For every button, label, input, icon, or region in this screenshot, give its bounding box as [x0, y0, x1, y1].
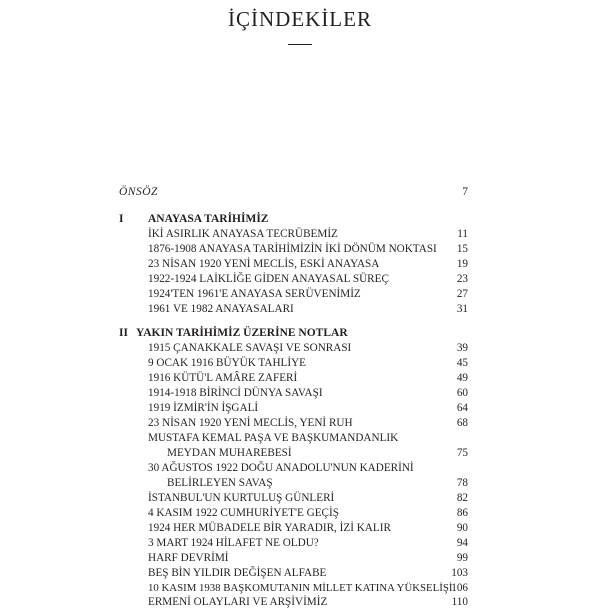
toc-entry-title: BEŞ BİN YILDIR DEĞİŞEN ALFABE — [148, 567, 327, 579]
toc-foreword-label: ÖNSÖZ — [119, 186, 158, 198]
title-divider — [288, 44, 312, 45]
toc-entry-page: 27 — [456, 288, 468, 300]
toc-entry-title: 1961 VE 1982 ANAYASALARI — [148, 303, 294, 315]
toc-entry-page: 103 — [451, 567, 468, 579]
toc-entry-title: 1916 KÜTÜ'L AMÂRE ZAFERİ — [148, 372, 298, 384]
toc-entry-title: 1924'TEN 1961'E ANAYASA SERÜVENİMİZ — [148, 288, 361, 300]
toc-entry-title: 1915 ÇANAKKALE SAVAŞI VE SONRASI — [148, 342, 352, 354]
toc-entry-page: 15 — [456, 243, 468, 255]
toc-entry-title: MUSTAFA KEMAL PAŞA VE BAŞKUMANDANLIK — [148, 432, 399, 444]
toc-entry-page: 19 — [456, 258, 468, 270]
toc-entry-page: 23 — [456, 273, 468, 285]
toc-entry-title: HARF DEVRİMİ — [148, 552, 229, 564]
toc-entry-title: 9 OCAK 1916 BÜYÜK TAHLİYE — [148, 357, 307, 369]
toc-entry-page: 110 — [451, 596, 468, 608]
toc-entry-page: 45 — [456, 357, 468, 369]
toc-entry-page: 82 — [456, 492, 468, 504]
toc-entry-page: 49 — [456, 372, 468, 384]
toc-entry-page: 99 — [456, 552, 468, 564]
toc-entry-page: 64 — [456, 402, 468, 414]
section-title: YAKIN TARİHİMİZ ÜZERİNE NOTLAR — [136, 327, 348, 339]
toc-entry-title: 3 MART 1924 HİLAFET NE OLDU? — [148, 537, 319, 549]
section-number: I — [119, 213, 124, 225]
toc-entry-title: 4 KASIM 1922 CUMHURİYET'E GEÇİŞ — [148, 507, 339, 519]
toc-entry-title-continuation: BELİRLEYEN SAVAŞ — [167, 477, 273, 489]
toc-entry-title: İKİ ASIRLIK ANAYASA TECRÜBEMİZ — [148, 228, 338, 240]
toc-entry-page: 31 — [456, 303, 468, 315]
toc-entry-page: 94 — [456, 537, 468, 549]
toc-entry-page: 68 — [456, 417, 468, 429]
toc-entry-title: 30 AĞUSTOS 1922 DOĞU ANADOLU'NUN KADERİNİ — [148, 462, 414, 474]
toc-entry-title: 1914-1918 BİRİNCİ DÜNYA SAVAŞI — [148, 387, 323, 399]
toc-entry-page: 60 — [456, 387, 468, 399]
toc-entry-page: 106 — [451, 582, 468, 594]
toc-entry-title: 1919 İZMİR'İN İŞGALİ — [148, 402, 259, 414]
toc-entry-page: 90 — [456, 522, 468, 534]
toc-entry-page: 78 — [456, 477, 468, 489]
toc-entry-title: ERMENİ OLAYLARI VE ARŞİVİMİZ — [148, 596, 328, 608]
toc-entry-page: 86 — [456, 507, 468, 519]
toc-entry-title: 23 NİSAN 1920 YENİ MECLİS, ESKİ ANAYASA — [148, 258, 380, 270]
toc-entry-title: 23 NİSAN 1920 YENİ MECLİS, YENİ RUH — [148, 417, 353, 429]
toc-entry-title: 1876-1908 ANAYASA TARİHİMİZİN İKİ DÖNÜM NOKTASI — [148, 243, 437, 255]
toc-entry-title: 10 KASIM 1938 BAŞKOMUTANIN MİLLET KATINA YÜKSELİŞİ — [148, 582, 453, 594]
toc-entry-page: 11 — [457, 228, 468, 240]
section-number: II — [119, 327, 128, 339]
page-title: İÇİNDEKİLER — [228, 7, 372, 31]
toc-entry-title: 1924 HER MÜBADELE BİR YARADIR, İZİ KALIR — [148, 522, 391, 534]
toc-entry-page: 39 — [456, 342, 468, 354]
toc-entry-title: 1922-1924 LAİKLİĞE GİDEN ANAYASAL SÜREÇ — [148, 273, 389, 285]
toc-entry-page: 75 — [456, 447, 468, 459]
section-title: ANAYASA TARİHİMİZ — [148, 213, 269, 225]
toc-entry-title-continuation: MEYDAN MUHAREBESİ — [167, 447, 292, 459]
toc-entry-title: İSTANBUL'UN KURTULUŞ GÜNLERİ — [148, 492, 335, 504]
toc-foreword-page: 7 — [462, 186, 468, 198]
